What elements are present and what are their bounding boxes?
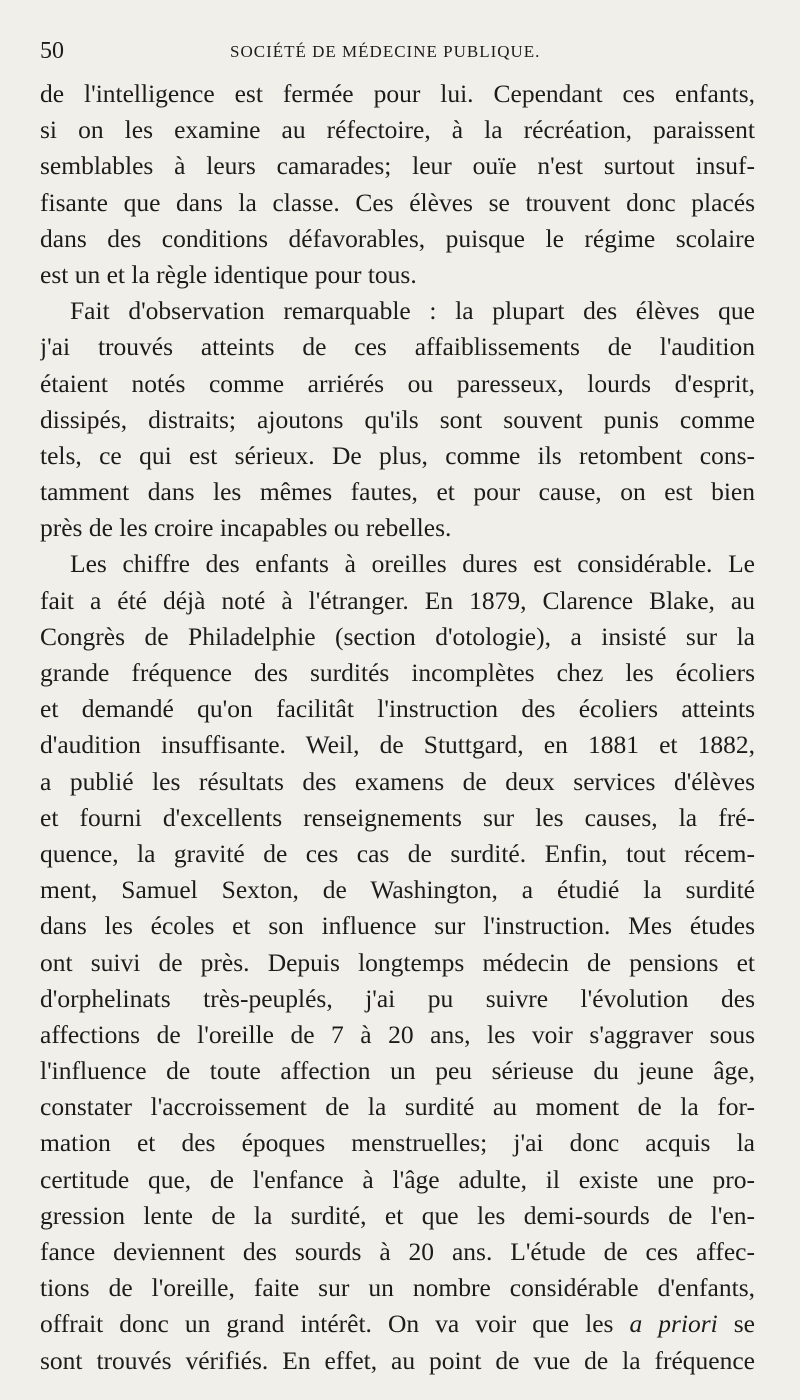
text-line: constater l'accroissement de la surdité au moment de la for- (40, 1092, 755, 1122)
text-line: dans des conditions défavorables, puisque le régime scolaire (40, 223, 755, 253)
text-line: Fait d'observation remarquable : la plupart des élèves que (70, 296, 755, 326)
text-line: l'influence de toute affection un peu sérieuse du jeune âge, (40, 1056, 755, 1086)
text-line: a publié les résultats des examens de deux services d'élèves (40, 766, 755, 796)
page-header (40, 34, 750, 64)
text-line: offrait donc un grand intérêt. On va voir que les a priori se (40, 1309, 755, 1339)
text-line: Congrès de Philadelphie (section d'otologie), a insisté sur la (40, 621, 755, 651)
text-line: semblables à leurs camarades; leur ouïe n'est surtout insuf- (40, 151, 755, 181)
text-line: dissipés, distraits; ajoutons qu'ils sont souvent punis comme (40, 404, 755, 434)
page-number: 50 (40, 38, 64, 64)
body-text (40, 76, 755, 1379)
text-line: si on les examine au réfectoire, à la récréation, paraissent (40, 115, 755, 145)
paragraph (40, 546, 755, 1378)
text-line: ment, Samuel Sexton, de Washington, a étudié la surdité (40, 875, 755, 905)
text-line: sont trouvés vérifiés. En effet, au point de vue de la fréquence (40, 1345, 755, 1375)
text-line: est un et la règle identique pour tous. (40, 259, 417, 289)
text-line: d'audition insuffisante. Weil, de Stuttgard, en 1881 et 1882, (40, 730, 755, 760)
text-line: ont suivi de près. Depuis longtemps médecin de pensions et (40, 947, 755, 977)
text-line: et demandé qu'on facilitât l'instruction des écoliers atteints (40, 694, 755, 724)
paragraph (40, 76, 755, 293)
text-line: et fourni d'excellents renseignements sur les causes, la fré- (40, 802, 755, 832)
text-line: mation et des époques menstruelles; j'ai donc acquis la (40, 1128, 755, 1158)
text-line: de l'intelligence est fermée pour lui. Cependant ces enfants, (40, 79, 755, 108)
text-line: près de les croire incapables ou rebelles. (40, 513, 452, 543)
text-line: fisante que dans la classe. Ces élèves se trouvent donc placés (40, 187, 755, 217)
text-line: gression lente de la surdité, et que les demi-sourds de l'en- (40, 1200, 755, 1230)
text-line: fait a été déjà noté à l'étranger. En 1879, Clarence Blake, au (40, 585, 755, 615)
text-line: certitude que, de l'enfance à l'âge adulte, il existe une pro- (40, 1164, 755, 1194)
running-head: SOCIÉTÉ DE MÉDECINE PUBLIQUE. (230, 42, 541, 61)
text-line: étaient notés comme arriérés ou paresseux, lourds d'esprit, (40, 368, 755, 398)
paragraph (40, 293, 755, 546)
text-line: tions de l'oreille, faite sur un nombre considérable d'enfants, (40, 1273, 755, 1303)
text-line: fance deviennent des sourds à 20 ans. L'étude de ces affec- (40, 1237, 755, 1266)
text-line: grande fréquence des surdités incomplètes chez les écoliers (40, 658, 755, 687)
text-line: j'ai trouvés atteints de ces affaiblissements de l'audition (40, 332, 755, 362)
text-line: tamment dans les mêmes fautes, et pour cause, on est bien (40, 477, 755, 507)
text-line: d'orphelinats très-peuplés, j'ai pu suivre l'évolution des (40, 983, 755, 1013)
text-line: dans les écoles et son influence sur l'instruction. Mes études (40, 911, 755, 941)
text-line: tels, ce qui est sérieux. De plus, comme ils retombent cons- (40, 440, 755, 470)
text-line: quence, la gravité de ces cas de surdité. Enfin, tout récem- (40, 838, 755, 868)
text-line: Les chiffre des enfants à oreilles dures est considérable. Le (70, 549, 755, 579)
text-line: affections de l'oreille de 7 à 20 ans, les voir s'aggraver sous (40, 1019, 755, 1049)
